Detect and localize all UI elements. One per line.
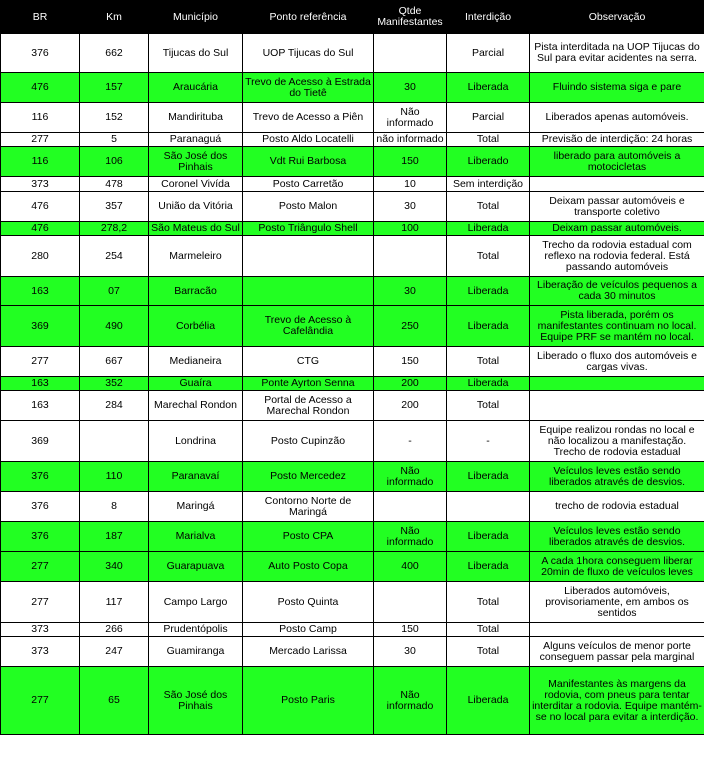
cell-ponto-referencia: Posto Quinta [243,582,374,623]
cell-ponto-referencia [243,236,374,277]
cell-br: 277 [1,552,80,582]
cell-km: 352 [80,377,149,391]
cell-municipio: Coronel Vivída [149,177,243,192]
cell-ponto-referencia: Posto Aldo Locatelli [243,133,374,147]
cell-observacao: Trecho da rodovia estadual com reflexo na rodovia federal. Está passando automóveis [530,236,704,277]
cell-km: 157 [80,73,149,103]
cell-interdicao: Total [447,582,530,623]
cell-br: 163 [1,391,80,421]
cell-observacao: Pista interditada na UOP Tijucas do Sul para evitar acidentes na serra. [530,34,704,73]
table-row [1,462,704,492]
cell-km: 284 [80,391,149,421]
cell-km: 07 [80,277,149,306]
cell-br: 373 [1,177,80,192]
table-row [1,377,704,391]
cell-interdicao: Parcial [447,103,530,133]
cell-qtde-manifestantes: 100 [374,222,447,236]
cell-ponto-referencia: UOP Tijucas do Sul [243,34,374,73]
table-row [1,103,704,133]
table-row [1,637,704,667]
table-row [1,34,704,73]
cell-interdicao: Liberada [447,222,530,236]
cell-municipio: Marechal Rondon [149,391,243,421]
header-observacao: Observação [530,1,704,34]
cell-ponto-referencia: Posto Cupinzão [243,421,374,462]
cell-ponto-referencia: Posto Camp [243,623,374,637]
cell-ponto-referencia: Posto Paris [243,667,374,735]
cell-km: 106 [80,147,149,177]
cell-qtde-manifestantes: não informado [374,133,447,147]
cell-ponto-referencia: Trevo de Acesso à Estrada do Tietê [243,73,374,103]
cell-br: 373 [1,623,80,637]
cell-qtde-manifestantes: Não informado [374,103,447,133]
cell-ponto-referencia: Posto Carretão [243,177,374,192]
cell-interdicao: Liberado [447,147,530,177]
cell-municipio: Marmeleiro [149,236,243,277]
cell-municipio: São José dos Pinhais [149,147,243,177]
cell-interdicao: Total [447,236,530,277]
cell-km [80,421,149,462]
cell-br: 373 [1,637,80,667]
cell-municipio: Barracão [149,277,243,306]
cell-interdicao: Total [447,192,530,222]
cell-ponto-referencia: Posto CPA [243,522,374,552]
cell-br: 116 [1,103,80,133]
cell-observacao: Alguns veículos de menor porte conseguem passar pela marginal [530,637,704,667]
cell-interdicao: Liberada [447,277,530,306]
cell-ponto-referencia: Portal de Acesso a Marechal Rondon [243,391,374,421]
cell-ponto-referencia: Posto Triângulo Shell [243,222,374,236]
cell-br: 476 [1,222,80,236]
cell-ponto-referencia: Auto Posto Copa [243,552,374,582]
table-row [1,623,704,637]
cell-br: 277 [1,347,80,377]
cell-br: 476 [1,192,80,222]
cell-br: 376 [1,522,80,552]
cell-br: 376 [1,462,80,492]
cell-km: 266 [80,623,149,637]
cell-km: 247 [80,637,149,667]
cell-interdicao [447,492,530,522]
cell-br: 116 [1,147,80,177]
cell-municipio: São Mateus do Sul [149,222,243,236]
cell-ponto-referencia: Posto Mercedez [243,462,374,492]
cell-km: 662 [80,34,149,73]
table-row [1,421,704,462]
cell-municipio: São José dos Pinhais [149,667,243,735]
header-qtde-manifestantes: Qtde Manifestantes [374,1,447,34]
cell-km: 278,2 [80,222,149,236]
cell-observacao: Veículos leves estão sendo liberados através de desvios. [530,462,704,492]
cell-municipio: União da Vitória [149,192,243,222]
cell-br: 163 [1,377,80,391]
cell-municipio: Medianeira [149,347,243,377]
cell-interdicao: Total [447,133,530,147]
cell-observacao: Equipe realizou rondas no local e não localizou a manifestação. Trecho de rodovia estadual [530,421,704,462]
cell-km: 5 [80,133,149,147]
cell-interdicao: Total [447,637,530,667]
cell-observacao [530,623,704,637]
cell-ponto-referencia: Vdt Rui Barbosa [243,147,374,177]
cell-br: 280 [1,236,80,277]
cell-km: 8 [80,492,149,522]
cell-br: 277 [1,582,80,623]
cell-municipio: Prudentópolis [149,623,243,637]
cell-interdicao: Liberada [447,552,530,582]
cell-observacao: Fluindo sistema siga e pare [530,73,704,103]
table-row [1,192,704,222]
table-row [1,147,704,177]
cell-municipio: Tijucas do Sul [149,34,243,73]
table-row [1,306,704,347]
cell-br: 369 [1,421,80,462]
table-row [1,552,704,582]
cell-observacao: Liberados apenas automóveis. [530,103,704,133]
cell-interdicao: Parcial [447,34,530,73]
cell-observacao: Manifestantes às margens da rodovia, com pneus para tentar interditar a rodovia. Equipe mantém-se no local para evitar a interdição. [530,667,704,735]
cell-qtde-manifestantes: 30 [374,277,447,306]
cell-qtde-manifestantes [374,34,447,73]
cell-qtde-manifestantes: 200 [374,391,447,421]
cell-km: 490 [80,306,149,347]
cell-interdicao: Liberada [447,73,530,103]
cell-qtde-manifestantes [374,236,447,277]
cell-observacao [530,377,704,391]
table-row [1,391,704,421]
cell-municipio: Marialva [149,522,243,552]
header-km: Km [80,1,149,34]
cell-km: 667 [80,347,149,377]
cell-ponto-referencia: Posto Malon [243,192,374,222]
cell-qtde-manifestantes: 150 [374,623,447,637]
cell-km: 152 [80,103,149,133]
table-row [1,236,704,277]
cell-municipio: Paranavaí [149,462,243,492]
cell-qtde-manifestantes: Não informado [374,522,447,552]
cell-observacao: Veículos leves estão sendo liberados através de desvios. [530,522,704,552]
cell-observacao: Previsão de interdição: 24 horas [530,133,704,147]
cell-qtde-manifestantes: 150 [374,347,447,377]
cell-observacao: Liberado o fluxo dos automóveis e cargas vivas. [530,347,704,377]
table-body [1,34,704,735]
cell-interdicao: Total [447,623,530,637]
cell-ponto-referencia: Trevo de Acesso à Cafelândia [243,306,374,347]
cell-km: 340 [80,552,149,582]
cell-ponto-referencia: CTG [243,347,374,377]
cell-observacao: Liberação de veículos pequenos a cada 30 minutos [530,277,704,306]
cell-ponto-referencia: Trevo de Acesso a Piên [243,103,374,133]
table-row [1,222,704,236]
table-row [1,667,704,735]
cell-observacao: trecho de rodovia estadual [530,492,704,522]
cell-km: 65 [80,667,149,735]
table-row [1,73,704,103]
cell-br: 476 [1,73,80,103]
cell-qtde-manifestantes [374,582,447,623]
cell-municipio: Guamiranga [149,637,243,667]
cell-interdicao: Liberada [447,377,530,391]
cell-municipio: Corbélia [149,306,243,347]
cell-observacao: Deixam passar automóveis e transporte coletivo [530,192,704,222]
header-municipio: Município [149,1,243,34]
cell-br: 376 [1,492,80,522]
cell-ponto-referencia: Mercado Larissa [243,637,374,667]
cell-municipio: Mandirituba [149,103,243,133]
cell-qtde-manifestantes: 30 [374,73,447,103]
cell-observacao: Liberados automóveis, provisoriamente, em ambos os sentidos [530,582,704,623]
cell-qtde-manifestantes: 30 [374,637,447,667]
table-row [1,177,704,192]
cell-qtde-manifestantes: - [374,421,447,462]
cell-interdicao: Liberada [447,462,530,492]
cell-observacao: Pista liberada, porém os manifestantes continuam no local. Equipe PRF se mantém no local. [530,306,704,347]
cell-municipio: Londrina [149,421,243,462]
cell-qtde-manifestantes: 400 [374,552,447,582]
cell-observacao: A cada 1hora conseguem liberar 20min de fluxo de veículos leves [530,552,704,582]
header-interdicao: Interdição [447,1,530,34]
cell-interdicao: Total [447,391,530,421]
header-ponto-referencia: Ponto referência [243,1,374,34]
cell-municipio: Paranaguá [149,133,243,147]
cell-interdicao: Liberada [447,306,530,347]
cell-observacao: Deixam passar automóveis. [530,222,704,236]
cell-km: 117 [80,582,149,623]
cell-observacao [530,391,704,421]
cell-interdicao: Liberada [447,522,530,552]
cell-qtde-manifestantes: 250 [374,306,447,347]
cell-municipio: Guaíra [149,377,243,391]
cell-interdicao: Sem interdição [447,177,530,192]
cell-br: 277 [1,667,80,735]
cell-qtde-manifestantes: 150 [374,147,447,177]
table-row [1,492,704,522]
cell-ponto-referencia: Contorno Norte de Maringá [243,492,374,522]
cell-br: 376 [1,34,80,73]
cell-municipio: Guarapuava [149,552,243,582]
table-row [1,133,704,147]
table-row [1,347,704,377]
cell-qtde-manifestantes: 30 [374,192,447,222]
cell-ponto-referencia: Ponte Ayrton Senna [243,377,374,391]
cell-interdicao: Total [447,347,530,377]
cell-observacao: liberado para automóveis a motocicletas [530,147,704,177]
cell-qtde-manifestantes: Não informado [374,462,447,492]
cell-km: 110 [80,462,149,492]
cell-municipio: Campo Largo [149,582,243,623]
cell-km: 187 [80,522,149,552]
cell-interdicao: Liberada [447,667,530,735]
table-row [1,582,704,623]
cell-qtde-manifestantes [374,492,447,522]
table-row [1,522,704,552]
cell-br: 369 [1,306,80,347]
cell-municipio: Maringá [149,492,243,522]
cell-municipio: Araucária [149,73,243,103]
cell-km: 478 [80,177,149,192]
header-row [1,1,704,34]
cell-br: 277 [1,133,80,147]
table-row [1,277,704,306]
cell-observacao [530,177,704,192]
header-br: BR [1,1,80,34]
cell-interdicao: - [447,421,530,462]
cell-ponto-referencia [243,277,374,306]
cell-km: 254 [80,236,149,277]
cell-qtde-manifestantes: Não informado [374,667,447,735]
cell-qtde-manifestantes: 200 [374,377,447,391]
cell-qtde-manifestantes: 10 [374,177,447,192]
cell-km: 357 [80,192,149,222]
cell-br: 163 [1,277,80,306]
